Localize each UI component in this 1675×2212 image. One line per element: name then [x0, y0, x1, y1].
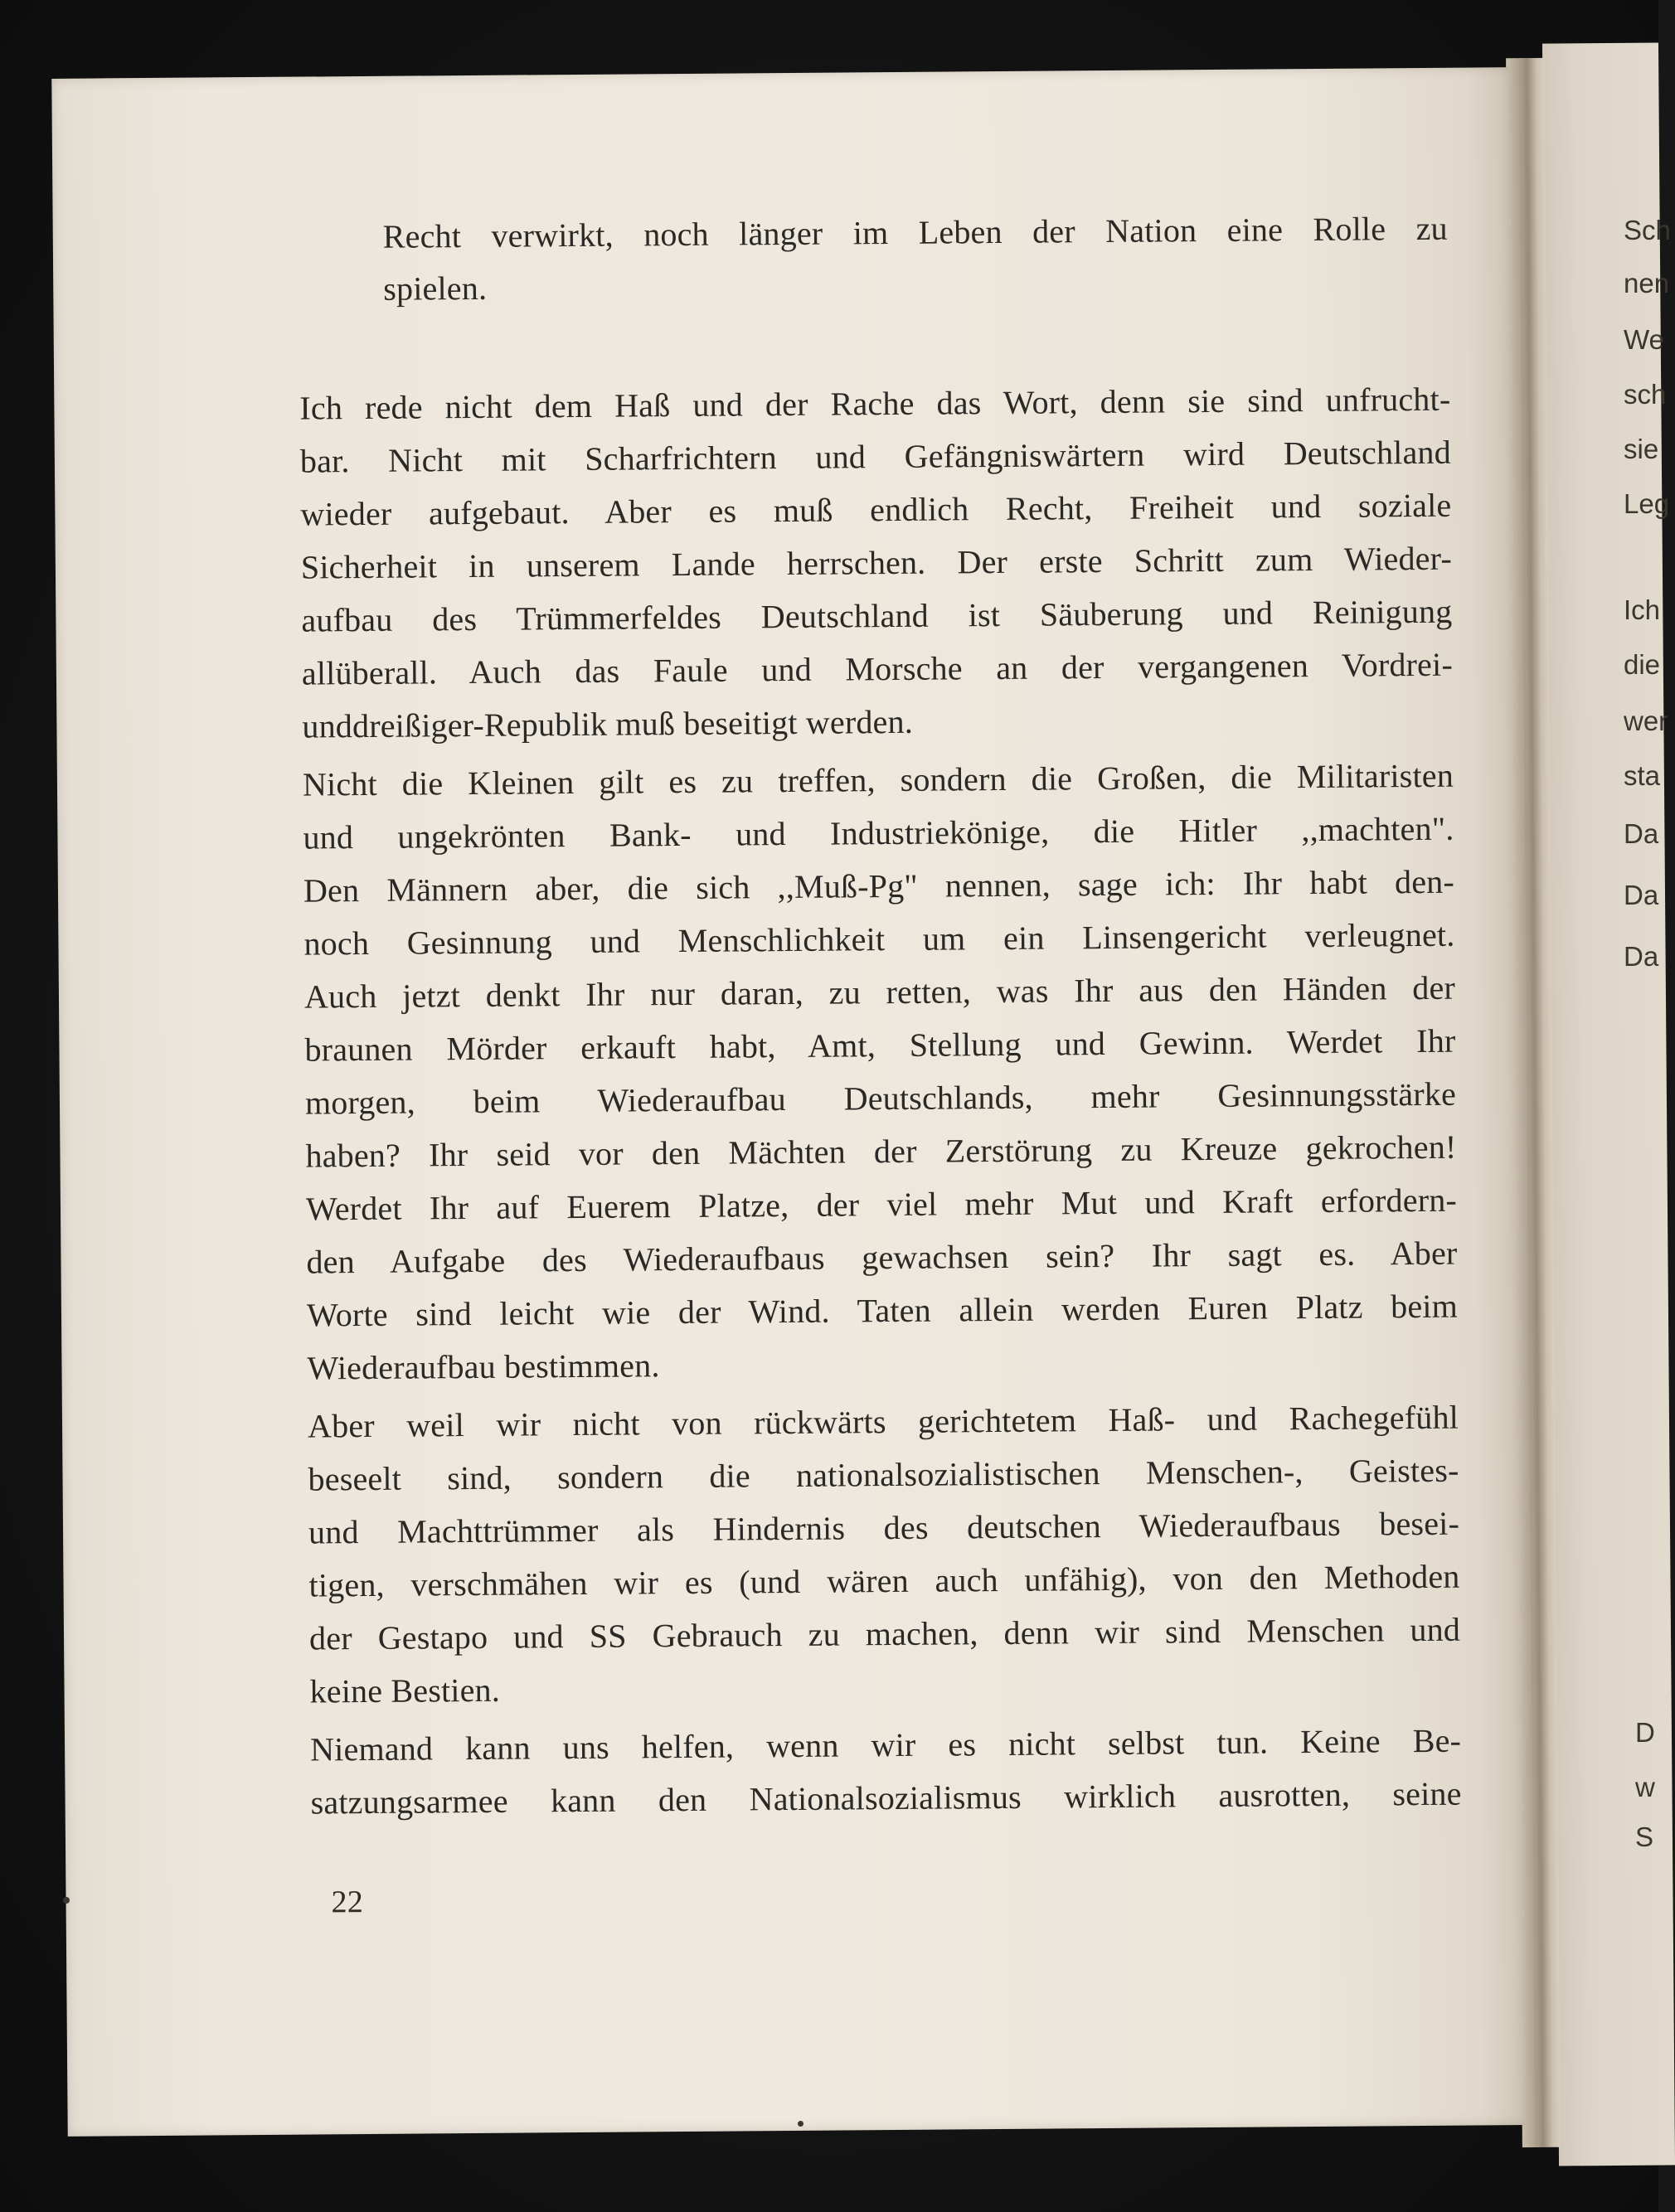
text-line: Nicht die Kleinen gilt es zu treffen, sondern die Großen, die Militaristen [302, 756, 1454, 803]
text-line: aufbau des Trümmerfeldes Deutschland ist Säuberung und Reinigung [301, 592, 1453, 639]
text-line: und ungekrönten Bank- und Industriekönige, die Hitler ,,machten". [303, 809, 1454, 856]
text-line: morgen, beim Wiederaufbau Deutschlands, mehr Gesinnungsstärke [304, 1074, 1457, 1122]
facing-page-fragment: sta [1624, 760, 1661, 791]
facing-page-fragment: Da [1624, 941, 1659, 972]
page-body-text [51, 67, 1525, 2137]
facing-page-fragment: Leg [1624, 488, 1670, 519]
text-line: Sicherheit in unserem Lande herrschen. Der erste Schritt zum Wieder- [300, 539, 1453, 586]
text-line: Worte sind leicht wie der Wind. Taten allein werden Euren Platz beim [306, 1287, 1459, 1334]
book-page [51, 67, 1525, 2137]
text-line: Ich rede nicht dem Haß und der Rache das Wort, denn sie sind unfrucht- [299, 380, 1451, 427]
facing-page-fragment: S [1635, 1822, 1654, 1852]
facing-page-fragment: We [1624, 324, 1664, 355]
text-line: haben? Ihr seid vor den Mächten der Zerstörung zu Kreuze gekrochen! [305, 1128, 1457, 1175]
text-line: der Gestapo und SS Gebrauch zu machen, denn wir sind Menschen und [308, 1610, 1461, 1657]
text-line: unddreißiger-Republik muß beseitigt werden. [302, 702, 914, 745]
facing-page-fragment: Da [1624, 880, 1659, 910]
facing-page-fragment: Sch [1624, 215, 1671, 245]
text-line: satzungsarmee kann den Nationalsozialismus wirklich ausrotten, seine [310, 1774, 1462, 1822]
facing-page-fragment: die [1624, 649, 1661, 680]
text-line: braunen Mörder erkauft habt, Amt, Stellung und Gewinn. Werdet Ihr [304, 1021, 1456, 1069]
text-line: bar. Nicht mit Scharfrichtern und Gefängniswärtern wird Deutschland [299, 433, 1452, 480]
scan-speck [798, 2121, 804, 2127]
text-line: Niemand kann uns helfen, wenn wir es nicht selbst tun. Keine Be- [309, 1721, 1462, 1768]
text-line: Aber weil wir nicht von rückwärts gerichtetem Haß- und Rachegefühl [307, 1398, 1459, 1445]
text-line: Werdet Ihr auf Euerem Platze, der viel mehr Mut und Kraft erfordern- [305, 1181, 1458, 1228]
text-line: noch Gesinnung und Menschlichkeit um ein Linsengericht verleugnet. [303, 915, 1455, 963]
text-line: Auch jetzt denkt Ihr nur daran, zu retten, was Ihr aus den Händen der [303, 968, 1456, 1016]
text-line: Recht verwirkt, noch länger im Leben der Nation eine Rolle zu [382, 209, 1448, 255]
facing-page-fragment: D [1635, 1717, 1655, 1748]
facing-page-fragment: sch [1624, 379, 1667, 410]
text-line: tigen, verschmähen wir es (und wären auch unfähig), von den Methoden [308, 1557, 1460, 1604]
text-line: und Machttrümmer als Hindernis des deutschen Wiederaufbaus besei- [308, 1504, 1460, 1551]
facing-page-fragment: Da [1624, 818, 1659, 849]
text-line: beseelt sind, sondern die nationalsozialistischen Menschen-, Geistes- [308, 1451, 1459, 1498]
facing-page-fragment: Ich [1624, 594, 1661, 625]
page-number: 22 [331, 1885, 364, 1920]
facing-page-fragment: nen [1624, 268, 1670, 298]
facing-page-fragment: sie [1624, 434, 1659, 464]
text-line: spielen. [383, 269, 488, 308]
text-line: keine Bestien. [309, 1671, 501, 1710]
text-line: wieder aufgebaut. Aber es muß endlich Recht, Freiheit und soziale [300, 486, 1452, 533]
facing-page-fragment: wer [1624, 706, 1668, 736]
text-line: den Aufgabe des Wiederaufbaus gewachsen sein? Ihr sagt es. Aber [306, 1234, 1458, 1281]
text-line: allüberall. Auch das Faule und Morsche an der vergangenen Vordrei- [301, 645, 1454, 692]
scan-speck [63, 1897, 70, 1904]
facing-page-fragment: w [1635, 1772, 1655, 1802]
text-line: Wiederaufbau bestimmen. [307, 1346, 660, 1387]
text-line: Den Männern aber, die sich ,,Muß-Pg" nennen, sage ich: Ihr habt den- [303, 862, 1455, 910]
